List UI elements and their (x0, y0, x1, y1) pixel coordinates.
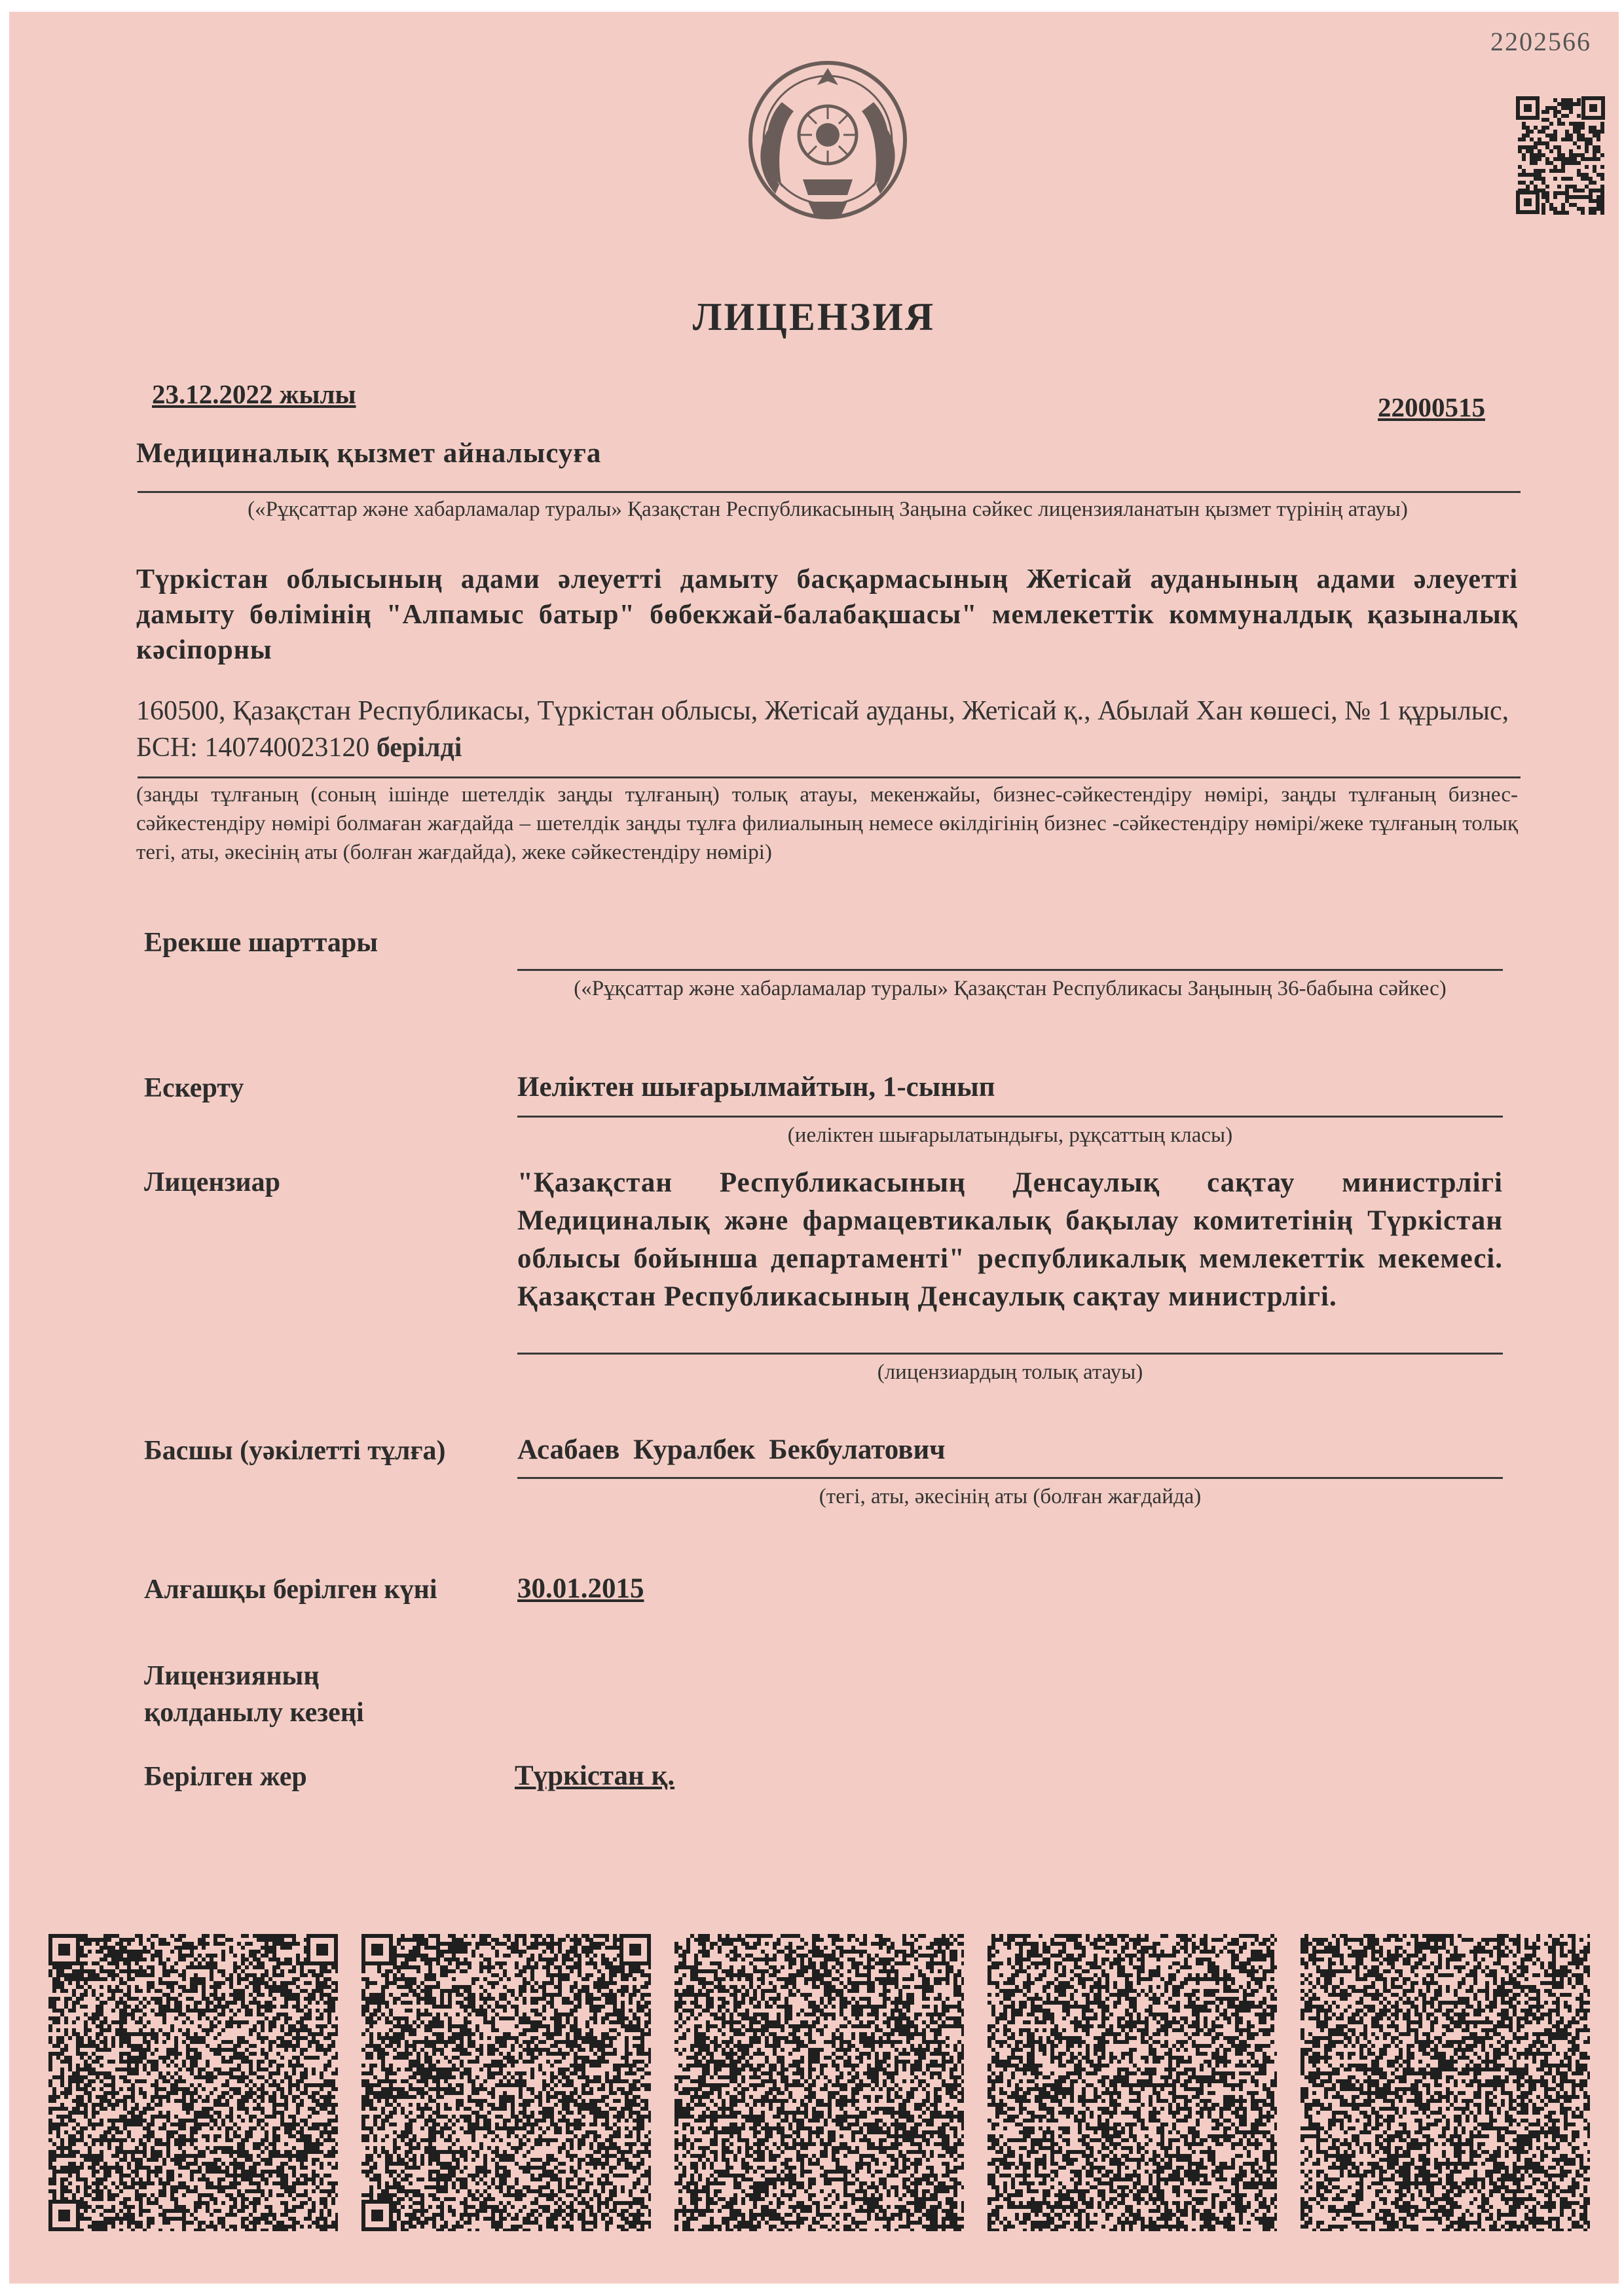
bottom-qr-code-5 (1301, 1934, 1590, 2231)
head-label: Басшы (уәкілетті тұлға) (144, 1436, 446, 1466)
head-rule (517, 1477, 1503, 1479)
licensee-rule (138, 776, 1521, 778)
note-value: Иеліктен шығарылмайтын, 1-сынып (517, 1072, 995, 1102)
special-conditions-label: Ерекше шарттары (144, 928, 378, 958)
activity-caption: («Рұқсаттар және хабарламалар туралы» Қазақстан Республикасының Заңына сәйкес лицензияланатын қызмет түрінің атауы) (248, 498, 1408, 521)
licensee-issued-word: берілді (376, 733, 462, 763)
licensee-address (136, 693, 1518, 766)
validity-label (144, 1658, 364, 1731)
validity-label-line1: Лицензияның (144, 1661, 320, 1691)
head-value: Асабаев Куралбек Бекбулатович (517, 1434, 946, 1465)
license-number: 22000515 (1378, 392, 1485, 422)
bottom-qr-code-2 (361, 1934, 651, 2231)
kazakhstan-state-emblem-icon (743, 56, 913, 227)
license-document (9, 12, 1619, 2284)
document-title: ЛИЦЕНЗИЯ (692, 295, 936, 338)
top-qr-code (1515, 96, 1606, 215)
place-label: Берілген жер (144, 1762, 307, 1792)
licensee-name: Түркістан облысының адами әлеуетті дамыту басқармасының Жетісай ауданының адами әлеуетті дамыту бөлімінің "Алпамыс батыр" бөбекжай-балабақшасы" мемлекеттік коммуналдық қазыналық кәсіпорны (136, 564, 1518, 665)
bottom-qr-code-4 (987, 1934, 1277, 2231)
licensor-label: Лицензиар (144, 1167, 280, 1197)
licensee-caption: (заңды тұлғаның (соның ішінде шетелдік заңды тұлғаның) толық атауы, мекенжайы, бизнес-сәйкестендіру нөмірі, заңды тұлғаның бизнес-сәйкестендіру нөмірі болмаған жағдайда – шетелдік заңды тұлға филиалының немесе өкілдігінің бизнес -сәйкестендіру нөмірі/жеке тұлғаның толық тегі, аты, әкесінің аты (болған жағдайда), жеке сәйкестендіру нөмірі) (136, 783, 1518, 864)
special-conditions-rule (517, 969, 1503, 971)
licensee-address-text: 160500, Қазақстан Республикасы, Түркістан облысы, Жетісай ауданы, Жетісай қ., Абылай Хан көшесі, № 1 құрылыс, БСН: 140740023120 (136, 696, 1509, 763)
first-issued-label: Алғашқы берілген күні (144, 1575, 437, 1605)
licensor-rule (517, 1353, 1503, 1355)
note-caption: (иеліктен шығарылатындығы, рұқсаттың класы) (787, 1123, 1233, 1147)
licensor-value: "Қазақстан Республикасының Денсаулық сақтау министрлігі Медициналық және фармацевтикалық бақылау комитетінің Түркістан облысы бойынша департаменті" республикалық мемлекеттік мекемесі. Қазақстан Республикасының Денсаулық сақтау министрлігі. (517, 1167, 1503, 1312)
first-issued-value: 30.01.2015 (517, 1573, 644, 1604)
special-conditions-caption: («Рұқсаттар және хабарламалар туралы» Қазақстан Республикасы Заңының 36-бабына сәйкес) (574, 977, 1447, 1000)
validity-label-line2: қолданылу кезеңі (144, 1698, 364, 1728)
serial-number: 2202566 (1490, 27, 1591, 56)
note-label: Ескерту (144, 1073, 244, 1103)
place-value: Түркістан қ. (515, 1760, 675, 1791)
bottom-qr-code-3 (674, 1934, 964, 2231)
head-caption: (тегі, аты, әкесінің аты (болған жағдайда) (819, 1485, 1202, 1508)
activity-rule (138, 491, 1521, 493)
issue-date: 23.12.2022 жылы (152, 379, 356, 409)
note-rule (517, 1116, 1503, 1118)
activity-type: Медициналық қызмет айналысуға (136, 438, 602, 469)
bottom-qr-code-1 (48, 1934, 338, 2231)
licensor-caption: (лицензиардың толық атауы) (877, 1360, 1143, 1384)
